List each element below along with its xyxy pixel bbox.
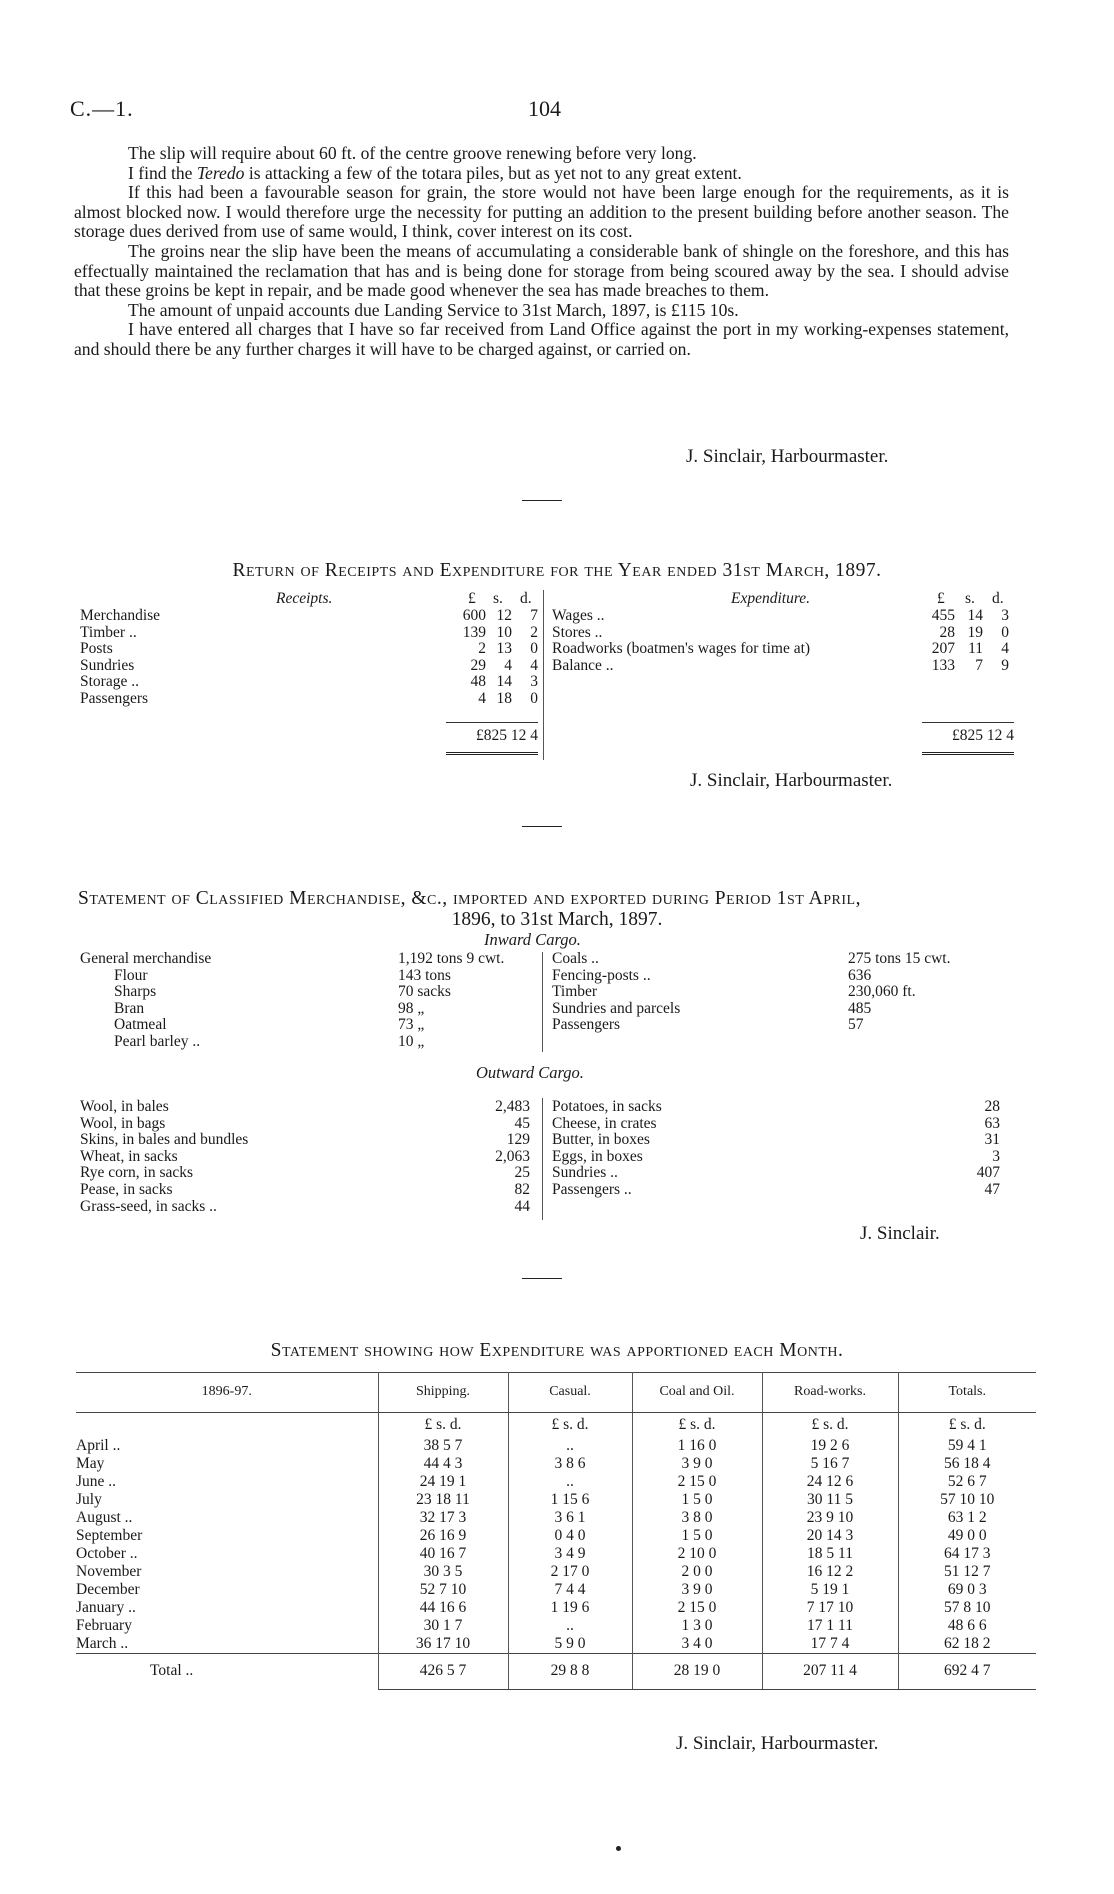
monthly-expenditure-table — [76, 1372, 1036, 1690]
row-label: Passengers — [80, 689, 149, 707]
list-item — [552, 1116, 1012, 1133]
item-label: Eggs, in boxes — [552, 1147, 643, 1165]
money-row — [552, 625, 1007, 642]
cell-shipping: 44 16 6 — [378, 1599, 508, 1617]
row-label: Sundries — [80, 656, 135, 674]
item-label: Passengers .. — [552, 1180, 632, 1198]
list-item — [552, 951, 1012, 968]
item-value: 3 — [992, 1147, 1000, 1165]
item-value: 31 — [984, 1131, 1000, 1149]
month-label: March .. — [76, 1634, 129, 1652]
item-value: 2,063 — [495, 1147, 530, 1165]
item-label: Fencing-posts .. — [552, 966, 651, 984]
item-label: Sundries .. — [552, 1164, 618, 1182]
item-label: Cheese, in crates — [552, 1114, 657, 1132]
col-pounds: £ — [937, 590, 945, 607]
month-label: December — [76, 1580, 140, 1598]
cell-casual: 5 9 0 — [508, 1635, 632, 1654]
amount-shillings: 4 — [504, 656, 512, 674]
row-label: Timber .. — [80, 623, 137, 641]
item-label: Sundries and parcels — [552, 999, 681, 1017]
month-label: May — [76, 1454, 105, 1472]
cell-coal: 1 5 0 — [632, 1491, 762, 1509]
outward-left-list — [80, 1099, 540, 1215]
money-row — [552, 641, 1007, 658]
col-pounds: £ — [468, 590, 476, 607]
paragraph: The amount of unpaid accounts due Landing Service to 31st March, 1897, is £115 10s. — [128, 299, 739, 320]
cell-coal: 3 8 0 — [632, 1509, 762, 1527]
header-casual: Casual. — [508, 1372, 632, 1413]
amount-pounds: 139 — [462, 623, 486, 641]
page-number: 104 — [528, 96, 561, 121]
total-road: 207 11 4 — [762, 1653, 898, 1689]
row-label: Posts — [80, 640, 113, 658]
item-value: 73 „ — [398, 1016, 425, 1034]
list-item — [552, 1182, 1012, 1199]
total-shipping: 426 5 7 — [378, 1653, 508, 1689]
monthly-title: Statement showing how Expenditure was apportioned each Month. — [270, 1340, 844, 1361]
statement-title: Statement of Classified Merchandise, &c., imported and exported during Period 1st April, — [78, 888, 861, 909]
cell-total: 49 0 0 — [898, 1527, 1036, 1545]
table-row — [76, 1527, 1036, 1545]
inward-left-list — [80, 951, 540, 1051]
column-divider — [543, 590, 544, 760]
month-label: January .. — [76, 1598, 136, 1616]
printer-dot — [616, 1846, 621, 1851]
paragraph: I find the Teredo is attacking a few of the totara piles, but as yet not to any great extent. — [128, 162, 742, 183]
expenditure-list — [552, 608, 1007, 674]
money-row — [80, 608, 540, 625]
amount-pence: 4 — [1001, 640, 1009, 658]
list-item — [80, 1199, 540, 1216]
amount-pounds: 4 — [478, 689, 486, 707]
total-total: 692 4 7 — [898, 1653, 1036, 1689]
item-label: Pease, in sacks — [80, 1180, 173, 1198]
row-label: Merchandise — [80, 607, 161, 624]
cell-coal: 2 0 0 — [632, 1563, 762, 1581]
paragraph: The groins near the slip have been the means of accumulating a considerable bank of shingle on the foreshore, and this has effectually maintained the reclamation that has and is being done for storage from being scoured away by the sea. I should advise that these groins be kept in repair, and be made good whenever the sea has made breaches to them. — [74, 240, 1009, 301]
divider — [522, 826, 562, 827]
cell-coal: 3 9 0 — [632, 1581, 762, 1599]
list-item — [80, 1165, 540, 1182]
amount-pence: 2 — [530, 623, 538, 641]
cell-casual: .. — [508, 1617, 632, 1635]
list-item — [80, 968, 540, 985]
amount-pence: 3 — [530, 673, 538, 691]
cell-shipping: 40 16 7 — [378, 1545, 508, 1563]
row-label: Wages .. — [552, 607, 605, 624]
paragraph: I have entered all charges that I have so far received from Land Office against the port in my working-expenses statement, and should there be any further charges it will have to be charged against, or carried on. — [74, 319, 1009, 359]
amount-shillings: 19 — [967, 623, 983, 641]
cell-road: 16 12 2 — [762, 1563, 898, 1581]
item-value: 47 — [984, 1180, 1000, 1198]
cell-total: 57 10 10 — [898, 1491, 1036, 1509]
series-label: C.—1. — [70, 96, 134, 121]
month-label: October .. — [76, 1544, 138, 1562]
report-body — [74, 144, 1009, 360]
cell-shipping: 26 16 9 — [378, 1527, 508, 1545]
item-label: Wool, in bales — [80, 1098, 169, 1115]
item-label: General merchandise — [80, 950, 212, 967]
signature: J. Sinclair. — [860, 1223, 940, 1244]
item-value: 636 — [848, 966, 872, 984]
table-row — [76, 1599, 1036, 1617]
item-label: Pearl barley .. — [114, 1032, 201, 1050]
paragraph: The slip will require about 60 ft. of the centre groove renewing before very long. — [128, 143, 697, 163]
table-row — [76, 1581, 1036, 1599]
cell-coal: 3 9 0 — [632, 1455, 762, 1473]
amount-pence: 4 — [530, 656, 538, 674]
item-value: 25 — [514, 1164, 530, 1182]
cell-shipping: 52 7 10 — [378, 1581, 508, 1599]
cell-road: 5 16 7 — [762, 1455, 898, 1473]
month-label: November — [76, 1562, 142, 1580]
cell-coal: 2 10 0 — [632, 1545, 762, 1563]
cell-road: 24 12 6 — [762, 1473, 898, 1491]
cell-road: 19 2 6 — [762, 1437, 898, 1455]
month-label: September — [76, 1526, 143, 1544]
table-row — [76, 1509, 1036, 1527]
cell-shipping: 38 5 7 — [378, 1437, 508, 1455]
item-value: 129 — [506, 1131, 530, 1149]
col-pence: d. — [992, 590, 1004, 607]
table-row — [76, 1635, 1036, 1654]
money-row — [80, 625, 540, 642]
cell-total: 52 6 7 — [898, 1473, 1036, 1491]
total-row — [76, 1653, 1036, 1689]
item-label: Oatmeal — [114, 1016, 167, 1034]
cell-coal: 1 3 0 — [632, 1617, 762, 1635]
cell-casual: .. — [508, 1473, 632, 1491]
amount-shillings: 18 — [496, 689, 512, 707]
receipts-heading: Receipts. — [276, 590, 333, 607]
cell-road: 7 17 10 — [762, 1599, 898, 1617]
amount-shillings: 10 — [496, 623, 512, 641]
cell-casual: 2 17 0 — [508, 1563, 632, 1581]
item-label: Wheat, in sacks — [80, 1147, 178, 1165]
cell-shipping: 36 17 10 — [378, 1635, 508, 1654]
amount-pounds: 29 — [470, 656, 486, 674]
cell-road: 5 19 1 — [762, 1581, 898, 1599]
cell-shipping: 30 1 7 — [378, 1617, 508, 1635]
cell-total: 57 8 10 — [898, 1599, 1036, 1617]
month-label: August .. — [76, 1508, 133, 1526]
table-row — [76, 1491, 1036, 1509]
header-road-works: Road-works. — [762, 1372, 898, 1413]
col-pence: d. — [520, 590, 532, 607]
column-divider — [542, 952, 543, 1052]
item-label: Skins, in bales and bundles — [80, 1131, 249, 1149]
month-label: February — [76, 1616, 132, 1634]
item-label: Butter, in boxes — [552, 1131, 650, 1149]
cell-coal: 1 5 0 — [632, 1527, 762, 1545]
inward-heading: Inward Cargo. — [484, 930, 581, 949]
header-shipping: Shipping. — [378, 1372, 508, 1413]
amount-shillings: 7 — [975, 656, 983, 674]
cell-shipping: 23 18 11 — [378, 1491, 508, 1509]
money-row — [80, 691, 540, 708]
item-value: 485 — [848, 999, 872, 1017]
cell-casual: 3 6 1 — [508, 1509, 632, 1527]
total-label: Total .. — [76, 1653, 378, 1689]
table-row — [76, 1437, 1036, 1455]
unit-label: £ s. d. — [898, 1413, 1036, 1437]
amount-shillings: 13 — [496, 640, 512, 658]
cell-road: 23 9 10 — [762, 1509, 898, 1527]
header-coal-oil: Coal and Oil. — [632, 1372, 762, 1413]
item-value: 98 „ — [398, 999, 425, 1017]
amount-pounds: 207 — [931, 640, 955, 658]
amount-pence: 0 — [1001, 623, 1009, 641]
col-shillings: s. — [493, 590, 503, 607]
money-row — [80, 641, 540, 658]
cell-casual: 1 19 6 — [508, 1599, 632, 1617]
list-item — [552, 1017, 1012, 1034]
item-value: 230,060 ft. — [848, 983, 916, 1001]
cell-total: 64 17 3 — [898, 1545, 1036, 1563]
list-item — [552, 1099, 1012, 1116]
item-value: 143 tons — [398, 966, 451, 984]
cell-coal: 3 4 0 — [632, 1635, 762, 1654]
list-item — [552, 968, 1012, 985]
list-item — [552, 984, 1012, 1001]
inward-right-list — [552, 951, 1012, 1034]
unit-label: £ s. d. — [508, 1413, 632, 1437]
amount-pounds: 133 — [931, 656, 955, 674]
total-casual: 29 8 8 — [508, 1653, 632, 1689]
list-item — [80, 1001, 540, 1018]
amount-shillings: 14 — [496, 673, 512, 691]
row-label: Balance .. — [552, 656, 614, 674]
item-label: Passengers — [552, 1016, 621, 1034]
item-value: 63 — [984, 1114, 1000, 1132]
cell-shipping: 32 17 3 — [378, 1509, 508, 1527]
column-divider — [542, 1098, 543, 1220]
total-coal: 28 19 0 — [632, 1653, 762, 1689]
divider — [522, 1278, 562, 1279]
cell-total: 56 18 4 — [898, 1455, 1036, 1473]
cell-shipping: 44 4 3 — [378, 1455, 508, 1473]
amount-pounds: 600 — [462, 607, 486, 624]
amount-pounds: 48 — [470, 673, 486, 691]
item-label: Rye corn, in sacks — [80, 1164, 194, 1182]
cell-casual: 3 8 6 — [508, 1455, 632, 1473]
cell-casual: 0 4 0 — [508, 1527, 632, 1545]
unit-label: £ s. d. — [378, 1413, 508, 1437]
cell-road: 18 5 11 — [762, 1545, 898, 1563]
cell-road: 30 11 5 — [762, 1491, 898, 1509]
cell-total: 69 0 3 — [898, 1581, 1036, 1599]
header-year: 1896-97. — [76, 1372, 378, 1413]
amount-shillings: 14 — [967, 607, 983, 624]
month-label: July — [76, 1490, 102, 1508]
unit-label: £ s. d. — [632, 1413, 762, 1437]
month-label: April .. — [76, 1436, 121, 1454]
expenditure-heading: Expenditure. — [731, 590, 811, 607]
amount-shillings: 12 — [496, 607, 512, 624]
cell-total: 63 1 2 — [898, 1509, 1036, 1527]
list-item — [80, 1149, 540, 1166]
list-item — [80, 1116, 540, 1133]
cell-total: 62 18 2 — [898, 1635, 1036, 1654]
header-totals: Totals. — [898, 1372, 1036, 1413]
col-shillings: s. — [965, 590, 975, 607]
expenditure-total: £825 12 4 — [952, 727, 1014, 744]
signature: J. Sinclair, Harbourmaster. — [686, 446, 889, 467]
signature: J. Sinclair, Harbourmaster. — [690, 770, 893, 791]
row-label: Storage .. — [80, 673, 139, 691]
cell-casual: 1 15 6 — [508, 1491, 632, 1509]
amount-pence: 0 — [530, 640, 538, 658]
cell-total: 51 12 7 — [898, 1563, 1036, 1581]
signature: J. Sinclair, Harbourmaster. — [676, 1733, 879, 1754]
amount-pounds: 2 — [478, 640, 486, 658]
money-row — [80, 658, 540, 675]
list-item — [80, 1132, 540, 1149]
item-label: Potatoes, in sacks — [552, 1098, 662, 1115]
row-label: Roadworks (boatmen's wages for time at) — [552, 640, 811, 658]
list-item — [80, 1099, 540, 1116]
cell-casual: 7 4 4 — [508, 1581, 632, 1599]
statement-title-line2: 1896, to 31st March, 1897. — [451, 909, 663, 930]
table-row — [76, 1617, 1036, 1635]
table-row — [76, 1545, 1036, 1563]
item-label: Coals .. — [552, 950, 599, 967]
item-label: Sharps — [114, 983, 157, 1001]
cell-total: 48 6 6 — [898, 1617, 1036, 1635]
list-item — [552, 1149, 1012, 1166]
item-value: 2,483 — [495, 1098, 530, 1115]
item-value: 28 — [984, 1098, 1000, 1115]
receipts-list — [80, 608, 540, 708]
item-label: Flour — [114, 966, 148, 984]
item-value: 45 — [514, 1114, 530, 1132]
cell-coal: 2 15 0 — [632, 1473, 762, 1491]
cell-casual: 3 4 9 — [508, 1545, 632, 1563]
amount-pounds: 455 — [931, 607, 955, 624]
month-label: June .. — [76, 1472, 117, 1490]
amount-pence: 9 — [1001, 656, 1009, 674]
table-row — [76, 1455, 1036, 1473]
item-value: 57 — [848, 1016, 864, 1034]
list-item — [80, 1034, 540, 1051]
cell-road: 17 7 4 — [762, 1635, 898, 1654]
item-label: Bran — [114, 999, 145, 1017]
item-value: 275 tons 15 cwt. — [848, 950, 951, 967]
cell-coal: 2 15 0 — [632, 1599, 762, 1617]
money-row — [80, 674, 540, 691]
item-value: 407 — [976, 1164, 1000, 1182]
list-item — [552, 1165, 1012, 1182]
cell-shipping: 24 19 1 — [378, 1473, 508, 1491]
list-item — [552, 1132, 1012, 1149]
cell-road: 20 14 3 — [762, 1527, 898, 1545]
item-value: 70 sacks — [398, 983, 451, 1001]
item-value: 82 — [514, 1180, 530, 1198]
amount-pence: 3 — [1001, 607, 1009, 624]
item-value: 1,192 tons 9 cwt. — [398, 950, 505, 967]
cell-casual: .. — [508, 1437, 632, 1455]
receipts-total: £825 12 4 — [476, 727, 538, 744]
amount-shillings: 11 — [968, 640, 983, 658]
outward-right-list — [552, 1099, 1012, 1199]
return-title: Return of Receipts and Expenditure for the Year ended 31st March, 1897. — [232, 560, 882, 581]
money-row — [552, 608, 1007, 625]
item-label: Timber — [552, 983, 598, 1001]
cell-shipping: 30 3 5 — [378, 1563, 508, 1581]
list-item — [80, 951, 540, 968]
sum-rule — [446, 722, 538, 723]
paragraph: If this had been a favourable season for grain, the store would not have been large enough for the requirements, as it is almost blocked now. I would therefore urge the necessity for putting an addition to the present building before another season. The storage dues derived from use of same would, I think, cover interest on its cost. — [74, 182, 1009, 242]
table-row — [76, 1473, 1036, 1491]
row-label: Stores .. — [552, 623, 603, 641]
money-row — [552, 658, 1007, 675]
sum-rule — [922, 722, 1014, 723]
total-double-rule — [446, 752, 538, 755]
item-label: Wool, in bags — [80, 1114, 166, 1132]
cell-coal: 1 16 0 — [632, 1437, 762, 1455]
table-row — [76, 1563, 1036, 1581]
unit-label: £ s. d. — [762, 1413, 898, 1437]
divider — [522, 500, 562, 501]
amount-pence: 0 — [530, 689, 538, 707]
list-item — [552, 1001, 1012, 1018]
outward-heading: Outward Cargo. — [476, 1063, 584, 1082]
item-label: Grass-seed, in sacks .. — [80, 1197, 217, 1215]
cell-road: 17 1 11 — [762, 1617, 898, 1635]
list-item — [80, 1182, 540, 1199]
item-value: 10 „ — [398, 1032, 425, 1050]
cell-total: 59 4 1 — [898, 1437, 1036, 1455]
list-item — [80, 1017, 540, 1034]
item-value: 44 — [514, 1197, 530, 1215]
amount-pounds: 28 — [939, 623, 955, 641]
total-double-rule — [922, 752, 1014, 755]
list-item — [80, 984, 540, 1001]
amount-pence: 7 — [530, 607, 538, 624]
